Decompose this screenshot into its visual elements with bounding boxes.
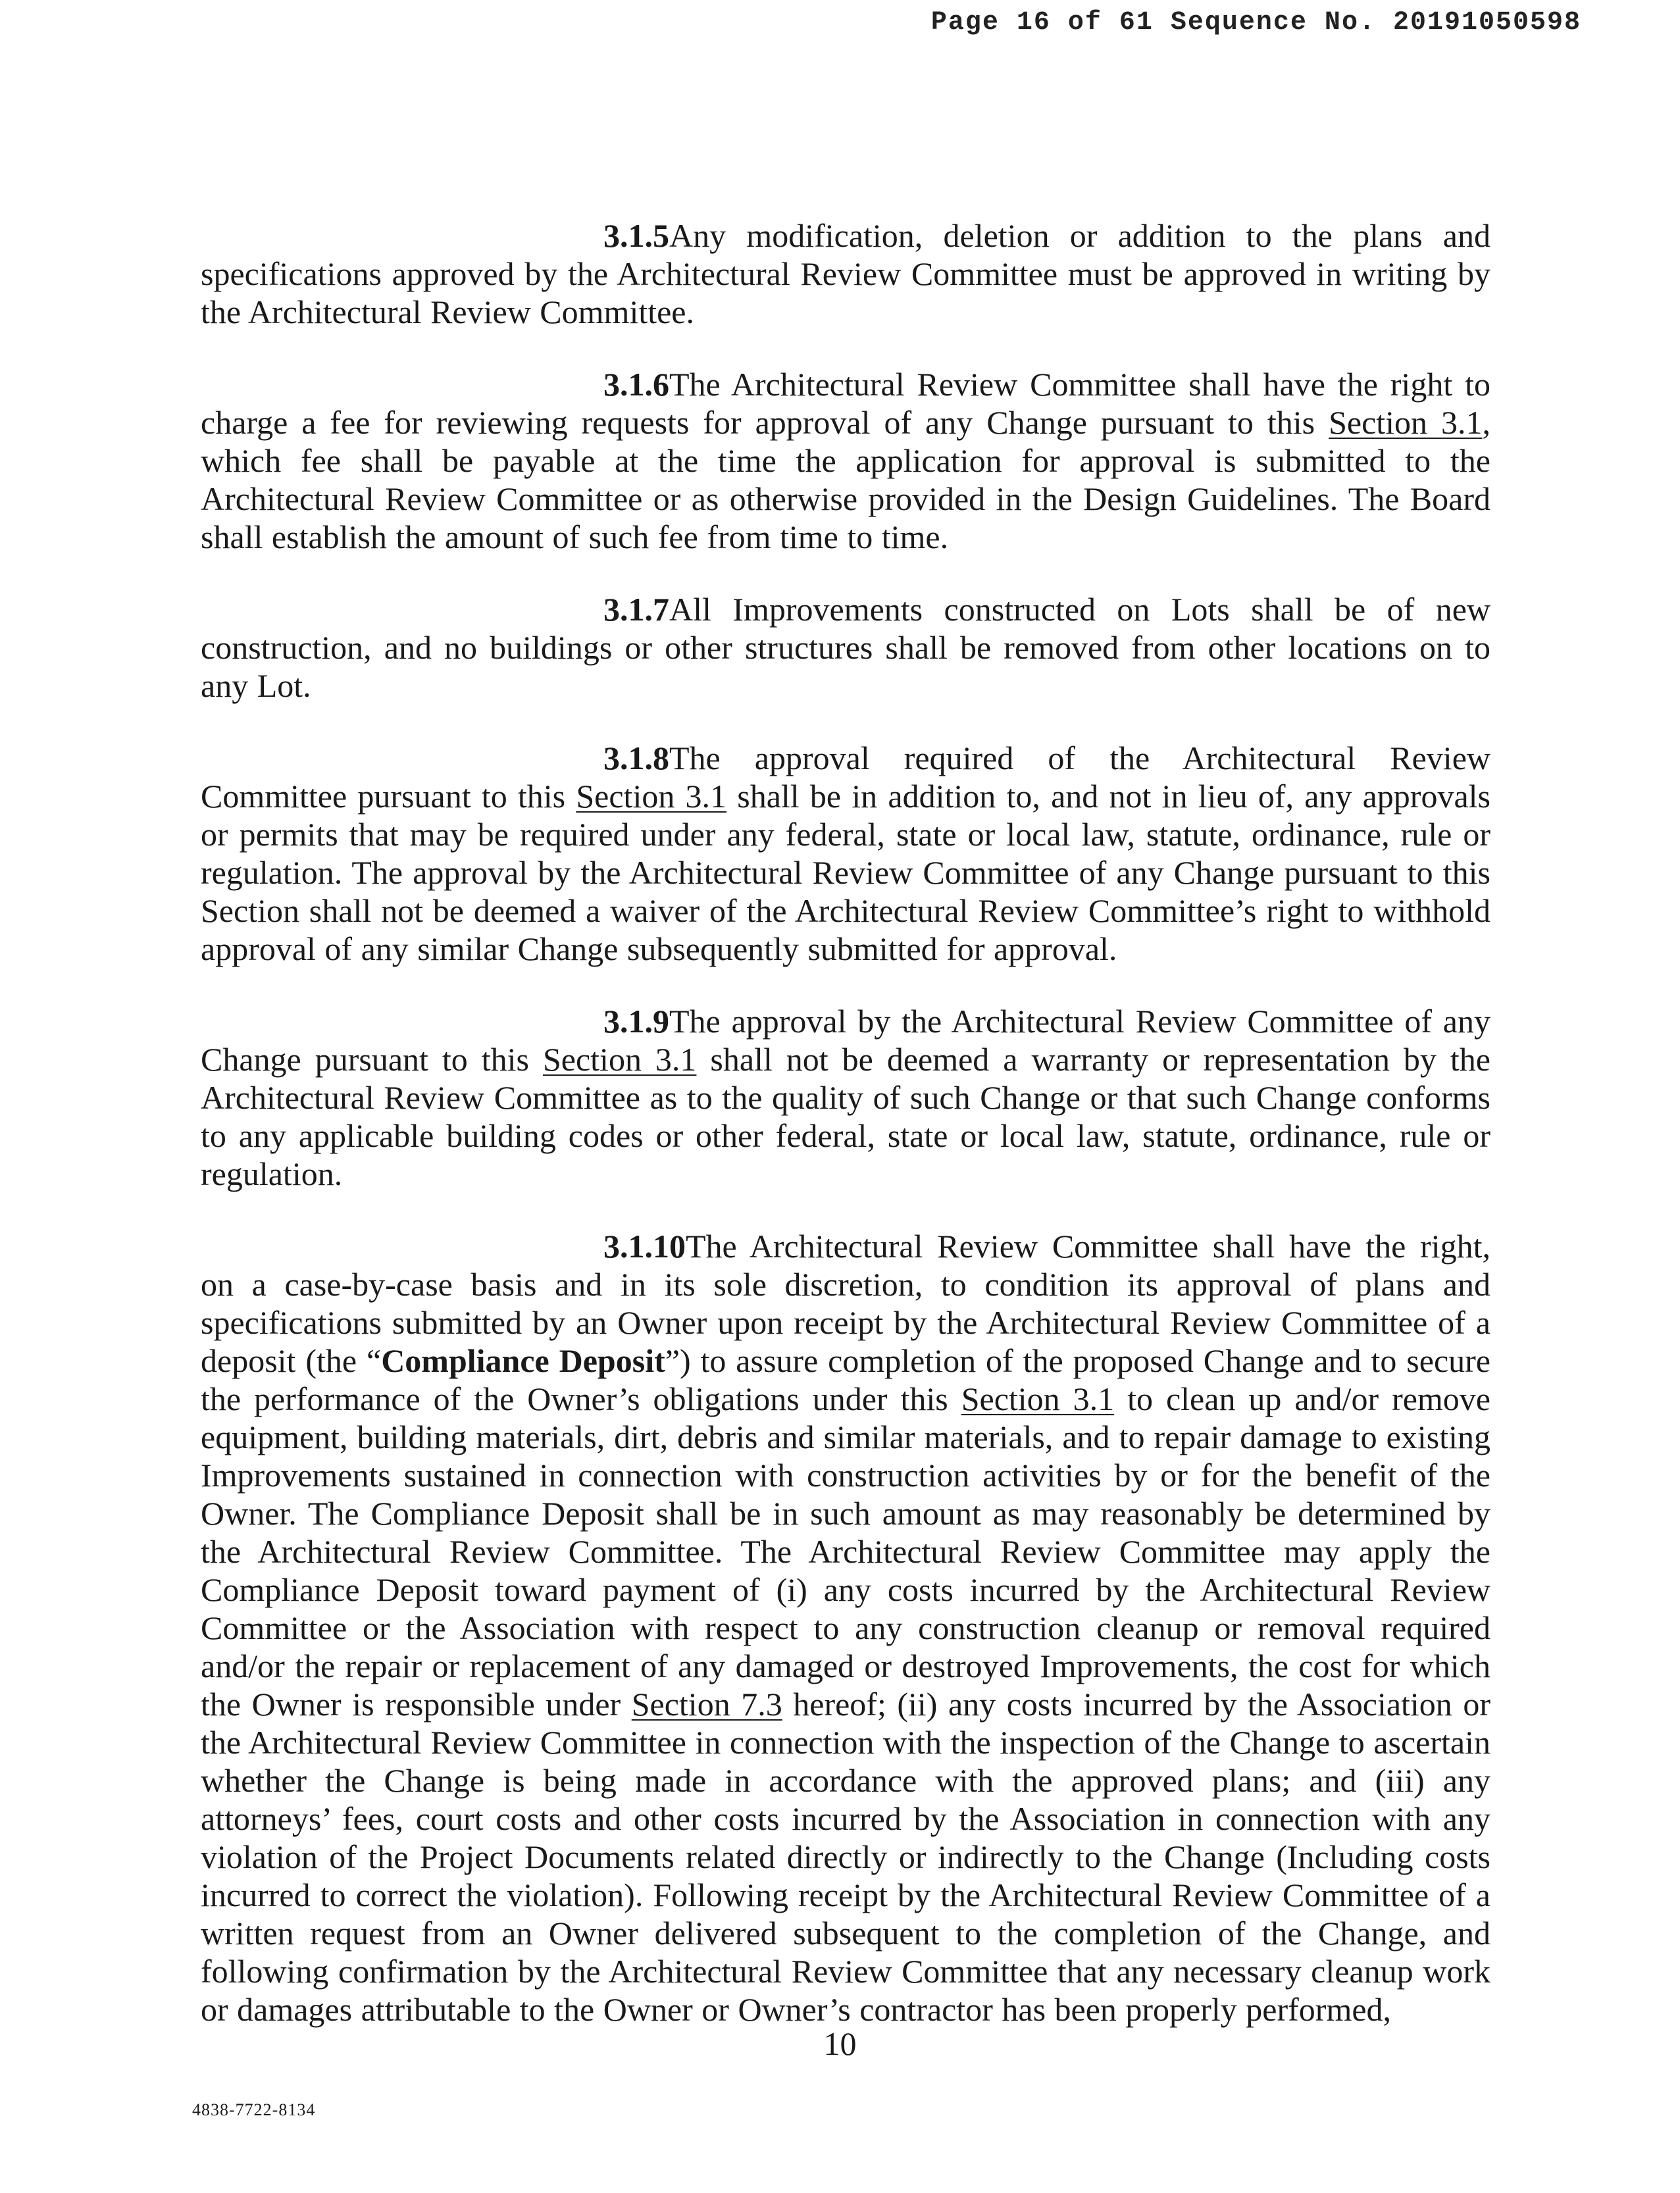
section-3-1-8 — [201, 739, 1490, 968]
section-text: The approval required of the Architectural Review Committee pursuant to this — [201, 740, 1490, 815]
section-3-1-5 — [201, 216, 1490, 331]
document-body — [201, 216, 1490, 2063]
section-number: 3.1.6 — [603, 366, 669, 403]
section-text: , which fee shall be payable at the time the application for approval is submitted to the Architectural Review Committee or as otherwise provided in the Design Guidelines. The Board shall establish the amount of such fee from time to time. — [201, 404, 1490, 555]
page-header: Page 16 of 61 Sequence No. 20191050598 — [930, 8, 1581, 38]
defined-term: Compliance Deposit — [381, 1342, 665, 1379]
document-id: 4838-7722-8134 — [192, 2100, 316, 2119]
section-number: 3.1.7 — [603, 591, 669, 628]
section-text: shall not be deemed a warranty or representation by the Architectural Review Committee as to the quality of such Change or that such Change conforms to any applicable building codes or other federal, state or local law, statute, ordinance, rule or regulation. — [201, 1041, 1490, 1192]
section-reference-link: Section 3.1 — [542, 1041, 697, 1078]
section-reference-link: Section 7.3 — [631, 1686, 782, 1723]
section-text: to clean up and/or remove equipment, building materials, dirt, debris and similar materials, and to repair damage to existing Improvements sustained in connection with construction activities by or for the benefit of the Owner. The Compliance Deposit shall be in such amount as may reasonably be determined by the Architectural Review Committee. The Architectural Review Committee may apply the Compliance Deposit toward payment of (i) any costs incurred by the Architectural Review Committee or the Association with respect to any construction cleanup or removal required and/or the repair or replacement of any damaged or destroyed Improvements, the cost for which the Owner is responsible under — [201, 1380, 1490, 1723]
section-text: ”) to assure completion of the proposed Change and to secure the performance of the Owner’s obligations under this — [201, 1342, 1490, 1417]
section-text: The Architectural Review Committee shall have the right, on a case-by-case basis and in its sole discretion, to condition its approval of plans and specifications submitted by an Owner upon receipt by the Architectural Review Committee of a deposit (the “ — [201, 1228, 1490, 1379]
section-3-1-9 — [201, 1002, 1490, 1193]
section-3-1-6 — [201, 365, 1490, 556]
section-text: shall be in addition to, and not in lieu of, any approvals or permits that may be required under any federal, state or local law, statute, ordinance, rule or regulation. The approval by the Architectural Review Committee of any Change pursuant to this Section shall not be deemed a waiver of the Architectural Review Committee’s right to withhold approval of any similar Change subsequently submitted for approval. — [201, 778, 1490, 967]
section-3-1-7 — [201, 590, 1490, 705]
section-number: 3.1.5 — [603, 217, 669, 254]
section-reference-link: Section 3.1 — [961, 1380, 1115, 1417]
section-text: The approval by the Architectural Review Committee of any Change pursuant to this — [201, 1003, 1490, 1078]
section-reference-link: Section 3.1 — [1329, 404, 1483, 441]
section-text: Any modification, deletion or addition to the plans and specifications approved by the Architectural Review Committee must be approved in writing by the Architectural Review Committee. — [201, 217, 1490, 330]
section-number: 3.1.10 — [603, 1228, 686, 1265]
section-number: 3.1.8 — [603, 740, 669, 776]
section-text: All Improvements constructed on Lots shall be of new construction, and no buildings or other structures shall be removed from other locations on to any Lot. — [201, 591, 1490, 704]
section-number: 3.1.9 — [603, 1003, 669, 1040]
section-reference-link: Section 3.1 — [576, 778, 727, 815]
page-number: 10 — [823, 2025, 857, 2062]
section-text: The Architectural Review Committee shall have the right to charge a fee for reviewing requests for approval of any Change pursuant to this — [201, 366, 1490, 441]
section-text: hereof; (ii) any costs incurred by the Association or the Architectural Review Committee in connection with the inspection of the Change to ascertain whether the Change is being made in accordance with the approved plans; and (iii) any attorneys’ fees, court costs and other costs incurred by the Association in connection with any violation of the Project Documents related directly or indirectly to the Change (Including costs incurred to correct the violation). Following receipt by the Architectural Review Committee of a written request from an Owner delivered subsequent to the completion of the Change, and following confirmation by the Architectural Review Committee that any necessary cleanup work or damages attributable to the Owner or Owner’s contractor has been properly performed, — [201, 1686, 1490, 2028]
section-3-1-10 — [201, 1227, 1490, 2029]
